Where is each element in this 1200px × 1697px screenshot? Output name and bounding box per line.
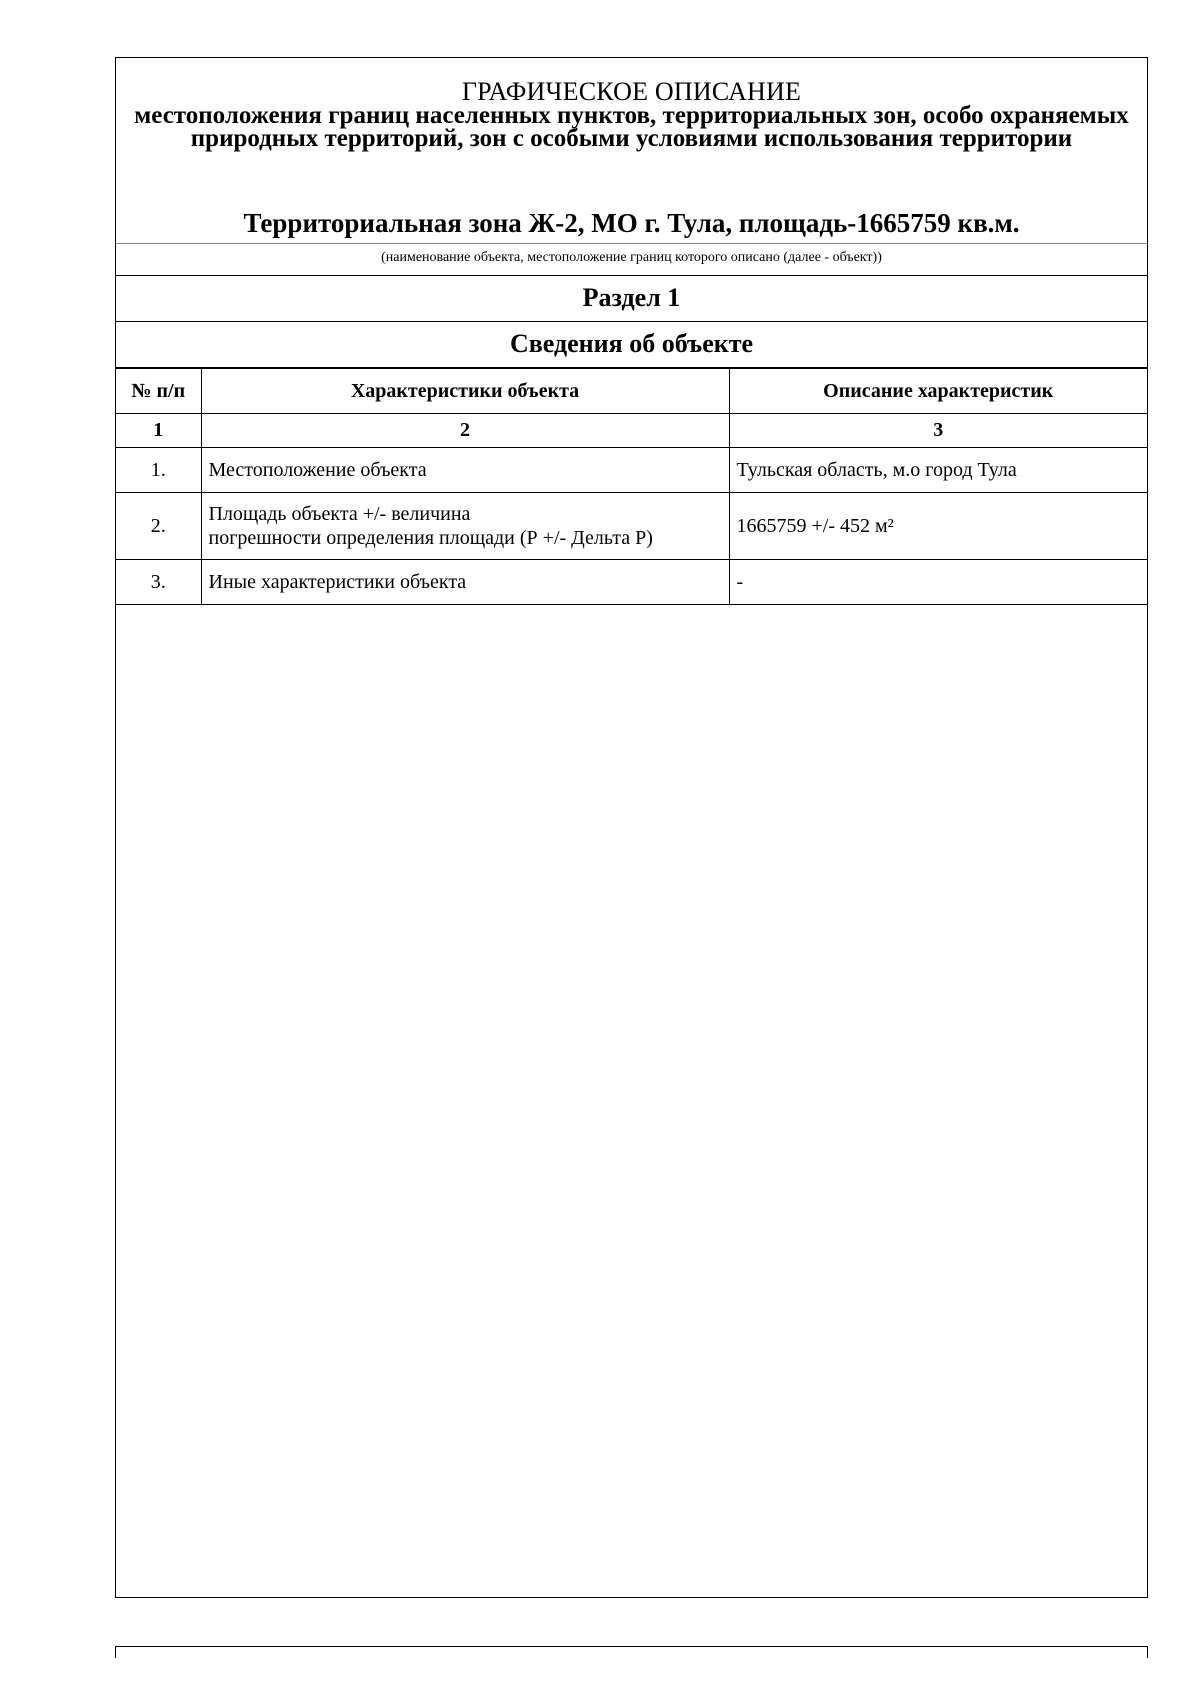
column-index: 2: [201, 414, 729, 448]
row-number: 2.: [116, 493, 201, 560]
row-number: 1.: [116, 448, 201, 493]
column-index-row: [116, 414, 1147, 448]
section-title: Сведения об объекте: [116, 322, 1147, 368]
table-header-row: [116, 369, 1147, 414]
row-characteristic: Иные характеристики объекта: [201, 560, 729, 605]
row-characteristic: [201, 493, 729, 560]
row-characteristic: Местоположение объекта: [201, 448, 729, 493]
document-subtitle: местоположения границ населенных пунктов, территориальных зон, особо охраняемых природных территорий, зон с особыми условиями использования территории: [134, 102, 1129, 152]
table-row: [116, 493, 1147, 560]
column-header-number: № п/п: [116, 369, 201, 414]
row-description: Тульская область, м.о город Тула: [729, 448, 1147, 493]
next-page-frame-edge: [115, 1646, 1148, 1658]
column-index: 1: [116, 414, 201, 448]
document-header: [116, 58, 1147, 244]
row-description: 1665759 +/- 452 м²: [729, 493, 1147, 560]
document-frame: [115, 57, 1148, 1598]
column-index: 3: [729, 414, 1147, 448]
row-number: 3.: [116, 560, 201, 605]
row-description: -: [729, 560, 1147, 605]
object-name: Территориальная зона Ж-2, МО г. Тула, площадь-1665759 кв.м.: [243, 208, 1020, 238]
object-caption: (наименование объекта, местоположение границ которого описано (далее - объект)): [116, 244, 1147, 276]
column-header-description: Описание характеристик: [729, 369, 1147, 414]
column-header-characteristic: Характеристики объекта: [201, 369, 729, 414]
object-info-table: [116, 368, 1147, 605]
table-row: [116, 448, 1147, 493]
table-row: [116, 560, 1147, 605]
row-characteristic-line: погрешности определения площади (Р +/- Дельта Р): [208, 527, 653, 549]
document-title: ГРАФИЧЕСКОЕ ОПИСАНИЕ: [461, 77, 802, 106]
section-number: Раздел 1: [116, 276, 1147, 322]
row-characteristic-line: Площадь объекта +/- величина: [208, 503, 471, 525]
